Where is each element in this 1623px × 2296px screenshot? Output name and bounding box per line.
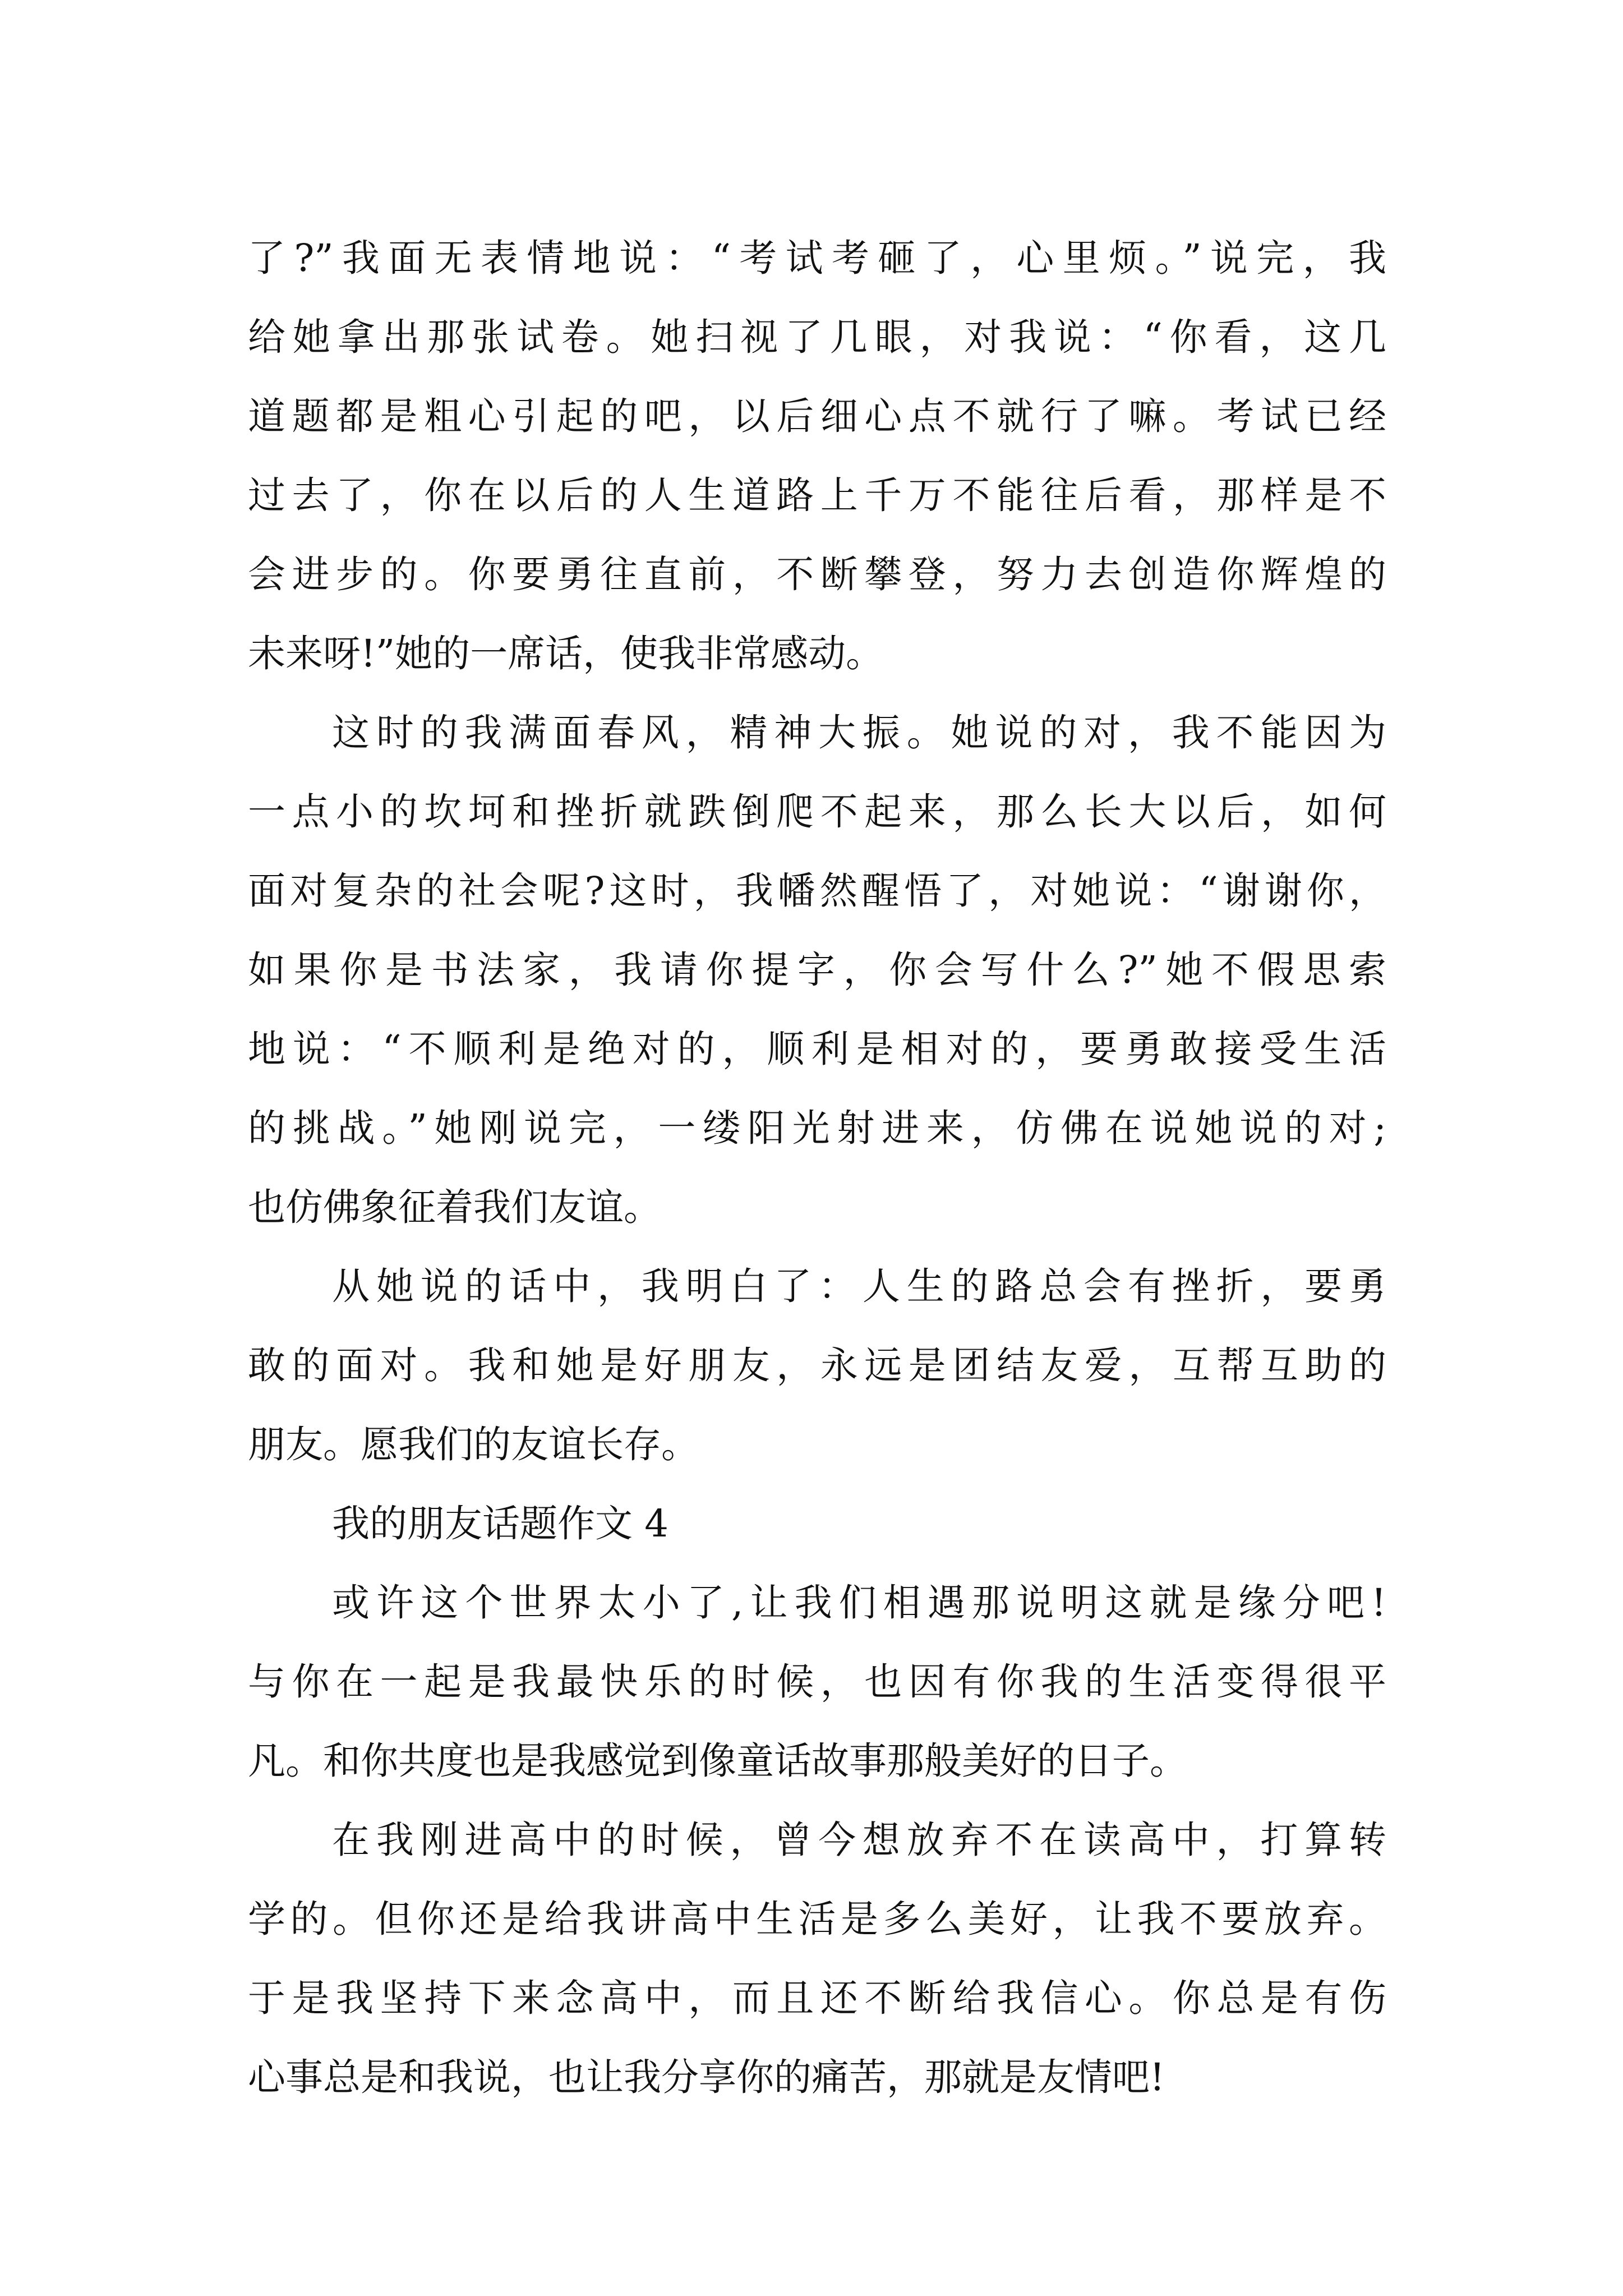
text-line: 会进步的。你要勇往直前，不断攀登，努力去创造你辉煌的: [248, 553, 1386, 596]
text-line: 与你在一起是我最快乐的时候，也因有你我的生活变得很平: [248, 1660, 1386, 1704]
text-line: 了?”我面无表情地说：“考试考砸了，心里烦。”说完，我: [248, 236, 1386, 280]
text-line: 在我刚进高中的时候，曾今想放弃不在读高中，打算转: [332, 1818, 1386, 1862]
text-line: 给她拿出那张试卷。她扫视了几眼，对我说：“你看，这几: [248, 315, 1386, 359]
text-line: 地说：“不顺利是绝对的，顺利是相对的，要勇敢接受生活: [248, 1027, 1386, 1071]
text-line: 未来呀!”她的一席话，使我非常感动。: [248, 632, 884, 675]
text-line: 从她说的话中，我明白了：人生的路总会有挫折，要勇: [332, 1264, 1386, 1308]
text-line: 这时的我满面春风，精神大振。她说的对，我不能因为: [332, 711, 1386, 754]
text-line: 朋友。愿我们的友谊长存。: [248, 1423, 699, 1466]
section-heading: 我的朋友话题作文 4: [332, 1502, 668, 1545]
text-line: 也仿佛象征着我们友谊。: [248, 1185, 661, 1229]
text-line: 过去了，你在以后的人生道路上千万不能往后看，那样是不: [248, 473, 1386, 517]
text-line: 如果你是书法家，我请你提字，你会写什么?”她不假思索: [248, 948, 1386, 992]
text-line: 一点小的坎坷和挫折就跌倒爬不起来，那么长大以后，如何: [248, 790, 1386, 834]
text-line: 面对复杂的社会呢?这时，我幡然醒悟了，对她说：“谢谢你，: [248, 869, 1386, 913]
essay-body: [248, 219, 1386, 2117]
text-line: 于是我坚持下来念高中，而且还不断给我信心。你总是有伤: [248, 1976, 1386, 2020]
text-line: 的挑战。”她刚说完，一缕阳光射进来，仿佛在说她说的对;: [248, 1106, 1386, 1150]
text-line: 心事总是和我说，也让我分享你的痛苦，那就是友情吧!: [248, 2055, 1165, 2099]
text-line: 敢的面对。我和她是好朋友，永远是团结友爱，互帮互助的: [248, 1343, 1386, 1387]
text-line: 或许这个世界太小了,让我们相遇那说明这就是缘分吧!: [332, 1581, 1386, 1625]
text-line: 道题都是粗心引起的吧，以后细心点不就行了嘛。考试已经: [248, 394, 1386, 438]
text-line: 凡。和你共度也是我感觉到像童话故事那般美好的日子。: [248, 1739, 1187, 1783]
text-line: 学的。但你还是给我讲高中生活是多么美好，让我不要放弃。: [248, 1897, 1386, 1941]
